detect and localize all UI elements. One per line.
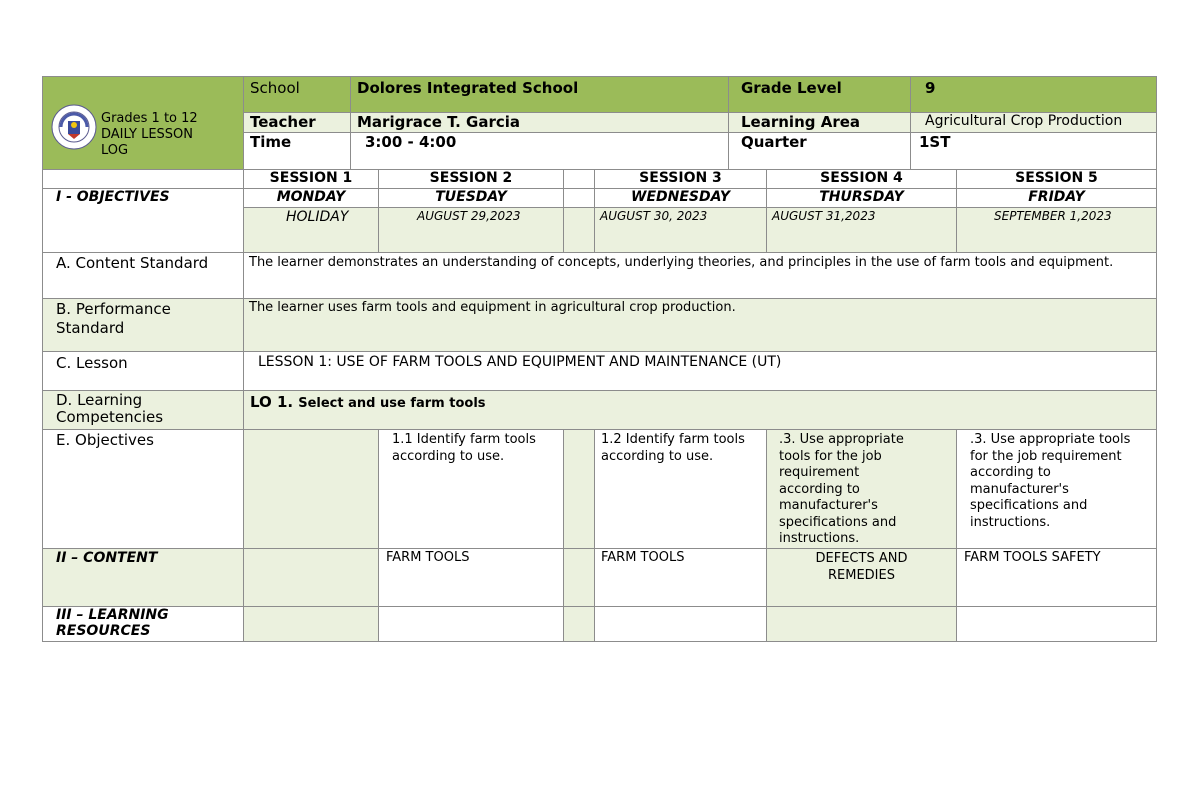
resources-2-cell	[378, 606, 564, 642]
session-5-day: FRIDAY	[1028, 189, 1085, 205]
school-value-cell	[350, 76, 729, 113]
performance-standard-cell	[243, 298, 1157, 352]
session-2-date-cell	[378, 207, 564, 253]
performance-standard-label-cell	[42, 298, 244, 352]
competencies-text: Select and use farm tools	[298, 396, 486, 411]
content-standard-cell	[243, 252, 1157, 299]
objective-5-cell	[956, 429, 1157, 549]
objectives-head: I - OBJECTIVES	[56, 189, 170, 205]
session-5-date: SEPTEMBER 1,2023	[994, 209, 1112, 223]
content-4-text: DEFECTS AND REMEDIES	[815, 551, 908, 583]
content-head: II – CONTENT	[56, 550, 158, 566]
session-4-date-cell	[766, 207, 957, 253]
area-value: Agricultural Crop Production	[925, 113, 1123, 129]
lesson-label: C. Lesson	[56, 354, 128, 372]
logo-line-3: LOG	[101, 143, 129, 158]
session-4-date: AUGUST 31,2023	[772, 209, 876, 223]
session-1-date: HOLIDAY	[286, 209, 349, 225]
content-2-cell	[378, 548, 564, 607]
content-5-cell	[956, 548, 1157, 607]
logo-line-1: Grades 1 to 12	[101, 111, 198, 126]
objective-1-cell	[243, 429, 379, 549]
grade-value-cell	[910, 76, 1157, 113]
competencies-label-cell	[42, 390, 244, 430]
competencies-code: LO 1.	[250, 393, 294, 411]
session-3-title-cell	[594, 169, 767, 189]
session-1-day: MONDAY	[276, 189, 346, 205]
resources-head: III – LEARNING RESOURCES	[56, 607, 169, 639]
session-3-date: AUGUST 30, 2023	[600, 209, 708, 223]
session-1-title: SESSION 1	[269, 170, 353, 186]
session-1-title-cell	[243, 169, 379, 189]
spacer-cell	[563, 169, 595, 189]
session-4-day: THURSDAY	[819, 189, 904, 205]
grade-value: 9	[925, 79, 936, 97]
session-3-title: SESSION 3	[639, 170, 722, 186]
quarter-value-cell	[910, 132, 1157, 170]
objective-5-text: .3. Use appropriate tools for the job requirement according to manufacturer's specifications and instructions.	[970, 432, 1131, 530]
session-2-day: TUESDAY	[435, 189, 507, 205]
area-label: Learning Area	[741, 113, 861, 131]
quarter-label: Quarter	[741, 133, 807, 151]
school-label-cell	[243, 76, 351, 113]
spacer-cell	[563, 606, 595, 642]
grade-label: Grade Level	[741, 79, 842, 97]
competencies-label: D. Learning Competencies	[56, 391, 164, 426]
content-3-cell	[594, 548, 767, 607]
quarter-label-cell	[728, 132, 911, 170]
session-5-title: SESSION 5	[1015, 170, 1098, 186]
spacer-cell	[563, 188, 595, 208]
content-5-text: FARM TOOLS SAFETY	[964, 550, 1101, 565]
teacher-value-cell	[350, 112, 729, 133]
resources-5-cell	[956, 606, 1157, 642]
session-2-date: AUGUST 29,2023	[417, 209, 521, 223]
session-3-day: WEDNESDAY	[631, 189, 730, 205]
blank-cell	[42, 169, 244, 189]
teacher-value: Marigrace T. Garcia	[357, 113, 520, 131]
lesson-text: LESSON 1: USE OF FARM TOOLS AND EQUIPMENT AND MAINTENANCE (UT)	[258, 354, 782, 370]
content-standard-text: The learner demonstrates an understanding of concepts, underlying theories, and principles in the use of farm tools and equipment.	[249, 255, 1114, 270]
competencies-content	[250, 392, 486, 411]
content-standard-label: A. Content Standard	[56, 254, 209, 272]
objective-2-cell	[378, 429, 564, 549]
session-2-day-cell	[378, 188, 564, 208]
logo-text	[101, 111, 198, 159]
content-4-cell	[766, 548, 957, 607]
lesson-cell	[243, 351, 1157, 391]
objective-2-text: 1.1 Identify farm tools according to use.	[392, 432, 536, 464]
objective-3-text: 1.2 Identify farm tools according to use.	[601, 432, 745, 464]
performance-standard-label: B. Performance Standard	[56, 300, 171, 337]
school-value: Dolores Integrated School	[357, 79, 579, 97]
objective-4-cell	[766, 429, 957, 549]
resources-head-cell	[42, 606, 244, 642]
spacer-cell	[563, 429, 595, 549]
spacer-cell	[563, 207, 595, 253]
session-1-date-cell	[243, 207, 379, 253]
resources-1-cell	[243, 606, 379, 642]
objectives-label: E. Objectives	[56, 431, 154, 449]
session-5-date-cell	[956, 207, 1157, 253]
competencies-cell	[243, 390, 1157, 430]
area-label-cell	[728, 112, 911, 133]
grade-label-cell	[728, 76, 911, 113]
session-5-title-cell	[956, 169, 1157, 189]
objective-3-cell	[594, 429, 767, 549]
session-4-day-cell	[766, 188, 957, 208]
quarter-value: 1ST	[919, 133, 951, 151]
time-label-cell	[243, 132, 351, 170]
lesson-label-cell	[42, 351, 244, 391]
spacer-cell	[563, 548, 595, 607]
objectives-head-cell	[42, 188, 244, 253]
session-4-title-cell	[766, 169, 957, 189]
objective-4-text: .3. Use appropriate tools for the job requirement according to manufacturer's specifications and instructions.	[779, 432, 904, 546]
resources-3-cell	[594, 606, 767, 642]
session-4-title: SESSION 4	[820, 170, 903, 186]
session-2-title: SESSION 2	[429, 170, 513, 186]
session-1-day-cell	[243, 188, 379, 208]
objectives-label-cell	[42, 429, 244, 549]
deped-seal-icon	[51, 104, 97, 150]
session-3-day-cell	[594, 188, 767, 208]
session-5-day-cell	[956, 188, 1157, 208]
session-2-title-cell	[378, 169, 564, 189]
session-3-date-cell	[594, 207, 767, 253]
teacher-label: Teacher	[250, 113, 316, 131]
content-2-text: FARM TOOLS	[386, 550, 470, 565]
content-1-cell	[243, 548, 379, 607]
school-label: School	[250, 79, 300, 97]
logo-line-2: DAILY LESSON	[101, 127, 194, 142]
content-3-text: FARM TOOLS	[601, 550, 685, 565]
performance-standard-text: The learner uses farm tools and equipment in agricultural crop production.	[249, 300, 736, 315]
time-label: Time	[250, 133, 292, 151]
time-value-cell	[350, 132, 729, 170]
teacher-label-cell	[243, 112, 351, 133]
area-value-cell	[910, 112, 1157, 133]
resources-4-cell	[766, 606, 957, 642]
content-standard-label-cell	[42, 252, 244, 299]
time-value: 3:00 - 4:00	[365, 133, 457, 151]
content-head-cell	[42, 548, 244, 607]
